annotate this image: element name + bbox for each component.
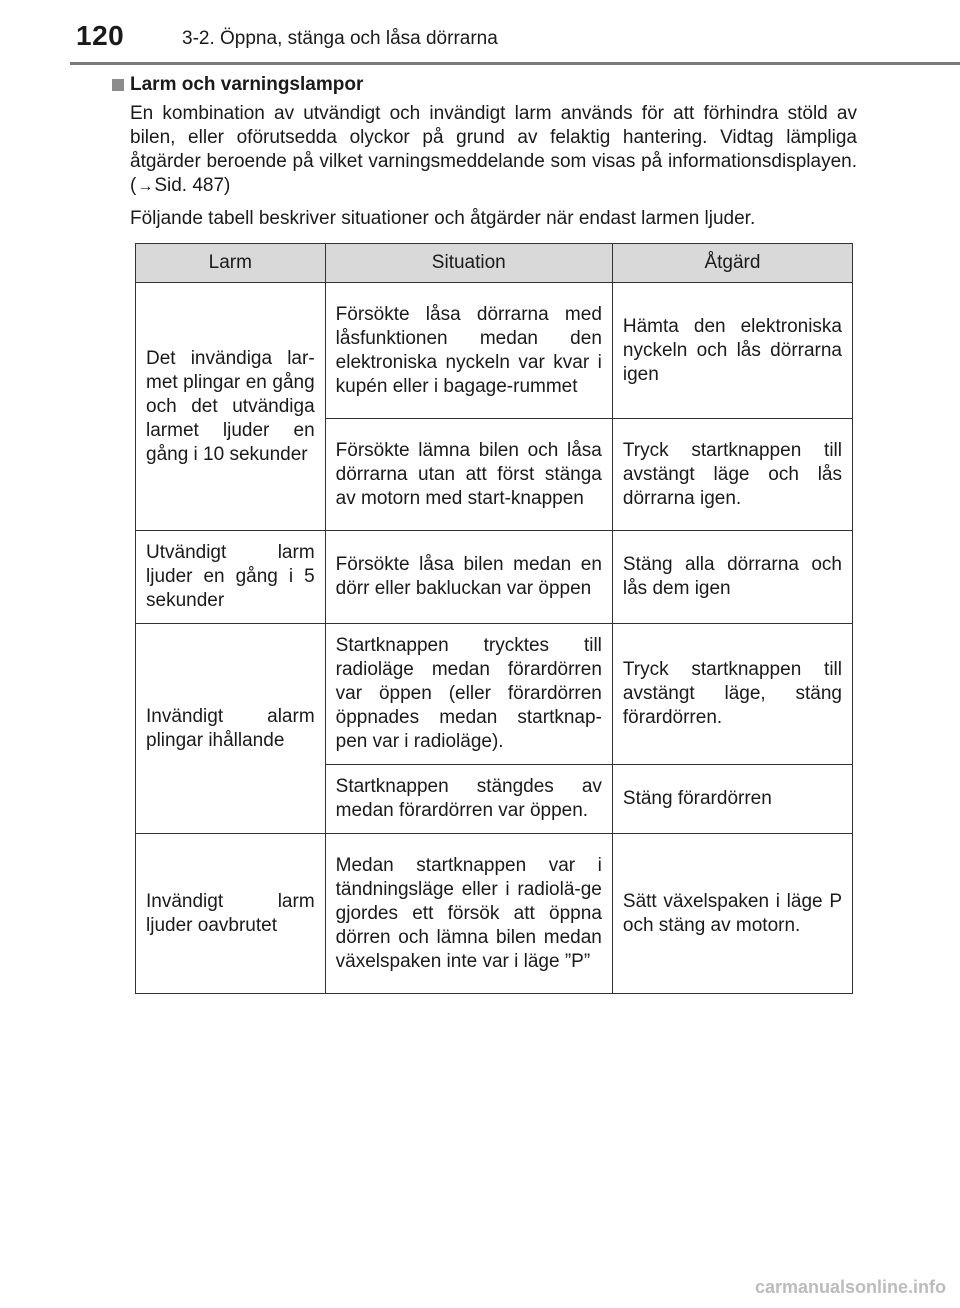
table-description: Följande tabell beskriver situationer och åtgärder när endast larmen ljuder. <box>130 208 756 229</box>
header-alarm: Larm <box>136 244 326 283</box>
situation-cell: Försökte lämna bilen och låsa dörrarna utan att först stänga av motorn med start-knappen <box>325 419 612 531</box>
section-body <box>130 102 857 231</box>
situation-cell: Startknappen trycktes till radioläge medan förardörren var öppen (eller förardörren öppnades medan startknap-pen var i radioläge). <box>325 624 612 765</box>
alarm-cell: Det invändiga lar-met plingar en gång och det utvändiga larmet ljuder en gång i 10 sekunder <box>136 283 326 531</box>
situation-cell: Medan startknappen var i tändningsläge eller i radiolä-ge gjordes ett försök att öppna dörren och lämna bilen medan växelspaken inte var i läge ”P” <box>325 834 612 994</box>
table-header-row <box>136 244 853 283</box>
header-situation: Situation <box>325 244 612 283</box>
table-row <box>136 531 853 624</box>
table-row <box>136 283 853 419</box>
section-alarm-warning <box>112 74 857 239</box>
intro-paragraph <box>130 102 857 199</box>
action-cell: Stäng alla dörrarna och lås dem igen <box>612 531 852 624</box>
alarm-cell: Invändigt larm ljuder oavbrutet <box>136 834 326 994</box>
action-cell: Stäng förardörren <box>612 765 852 834</box>
alarm-cell: Utvändigt larm ljuder en gång i 5 sekunder <box>136 531 326 624</box>
square-bullet-icon <box>112 79 124 91</box>
situation-cell: Försökte låsa dörrarna med låsfunktionen medan den elektroniska nyckeln var kvar i kupén eller i bagage-rummet <box>325 283 612 419</box>
alarm-table <box>135 243 853 994</box>
header-action: Åtgärd <box>612 244 852 283</box>
chapter-title: 3-2. Öppna, stänga och låsa dörrarna <box>182 28 498 49</box>
intro-text: En kombination av utvändigt och invändigt larm används för att förhindra stöld av bilen, eller oförutsedda olyckor på grund av felaktig hantering. Vidtag lämpliga åtgärder beroende på vilket varningsmeddelande som visas på informationsdisplayen. ( <box>130 103 857 196</box>
table-row <box>136 624 853 765</box>
action-cell: Tryck startknappen till avstängt läge och lås dörrarna igen. <box>612 419 852 531</box>
page-reference-link[interactable]: Sid. 487) <box>154 175 231 196</box>
header-rule <box>70 62 960 65</box>
alarm-cell: Invändigt alarm plingar ihållande <box>136 624 326 834</box>
action-cell: Tryck startknappen till avstängt läge, stäng förardörren. <box>612 624 852 765</box>
section-heading-text: Larm och varningslampor <box>130 74 364 95</box>
page-number: 120 <box>76 20 125 51</box>
footer-watermark: carmanualsonline.info <box>754 1277 946 1297</box>
situation-cell: Försökte låsa bilen medan en dörr eller bakluckan var öppen <box>325 531 612 624</box>
action-cell: Hämta den elektroniska nyckeln och lås dörrarna igen <box>612 283 852 419</box>
action-cell: Sätt växelspaken i läge P och stäng av motorn. <box>612 834 852 994</box>
table-row <box>136 834 853 994</box>
arrow-right-icon: → <box>137 178 154 195</box>
section-heading <box>112 74 857 96</box>
situation-cell: Startknappen stängdes av medan förardörren var öppen. <box>325 765 612 834</box>
